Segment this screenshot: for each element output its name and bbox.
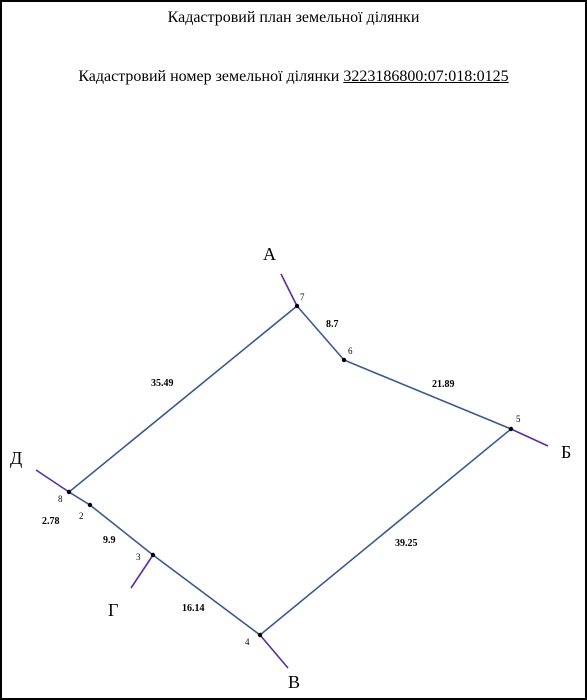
vertex-point <box>88 503 92 507</box>
neighbor-label-b: Б <box>561 442 572 462</box>
point-label-3: 3 <box>136 552 141 562</box>
neighbor-line-b <box>511 429 548 446</box>
segment-length-7-6: 8.7 <box>326 319 339 330</box>
parcel-boundary <box>69 306 511 635</box>
point-label-4: 4 <box>245 637 250 647</box>
neighbor-label-v: В <box>288 672 301 692</box>
vertex-point <box>509 427 513 431</box>
vertex-point <box>67 490 71 494</box>
vertex-point <box>295 304 299 308</box>
segment-length-6-5: 21.89 <box>432 379 455 390</box>
cadastral-number: 3223186800:07:018:0125 <box>343 68 509 85</box>
point-label-8: 8 <box>58 494 63 504</box>
neighbor-line-a <box>281 274 297 306</box>
point-label-7: 7 <box>300 292 305 302</box>
point-label-2: 2 <box>79 511 84 521</box>
segment-length-3-4: 16.14 <box>182 603 205 614</box>
neighbor-line-d <box>36 470 69 492</box>
neighbor-label-g: Г <box>108 600 119 620</box>
neighbor-label-a: А <box>263 244 276 264</box>
boundary-vertices <box>67 304 513 637</box>
segment-length-4-5: 39.25 <box>395 538 418 549</box>
parcel-plan-diagram <box>2 2 585 698</box>
page-title: Кадастровий план земельної ділянки <box>167 9 420 26</box>
neighbor-line-v <box>260 635 288 668</box>
cadastral-number-label: Кадастровий номер земельної ділянки <box>78 68 340 85</box>
neighbor-label-d: Д <box>10 448 23 468</box>
neighbor-line-g <box>131 555 153 588</box>
point-label-6: 6 <box>348 346 353 356</box>
vertex-point <box>258 633 262 637</box>
vertex-point <box>151 553 155 557</box>
segment-length-8-2: 2.78 <box>42 516 60 527</box>
point-numbers <box>58 292 521 647</box>
point-label-5: 5 <box>516 414 521 424</box>
segment-length-2-3: 9.9 <box>103 535 116 546</box>
segment-length-8-7: 35.49 <box>151 378 174 389</box>
vertex-point <box>342 358 346 362</box>
segment-lengths <box>42 319 455 614</box>
